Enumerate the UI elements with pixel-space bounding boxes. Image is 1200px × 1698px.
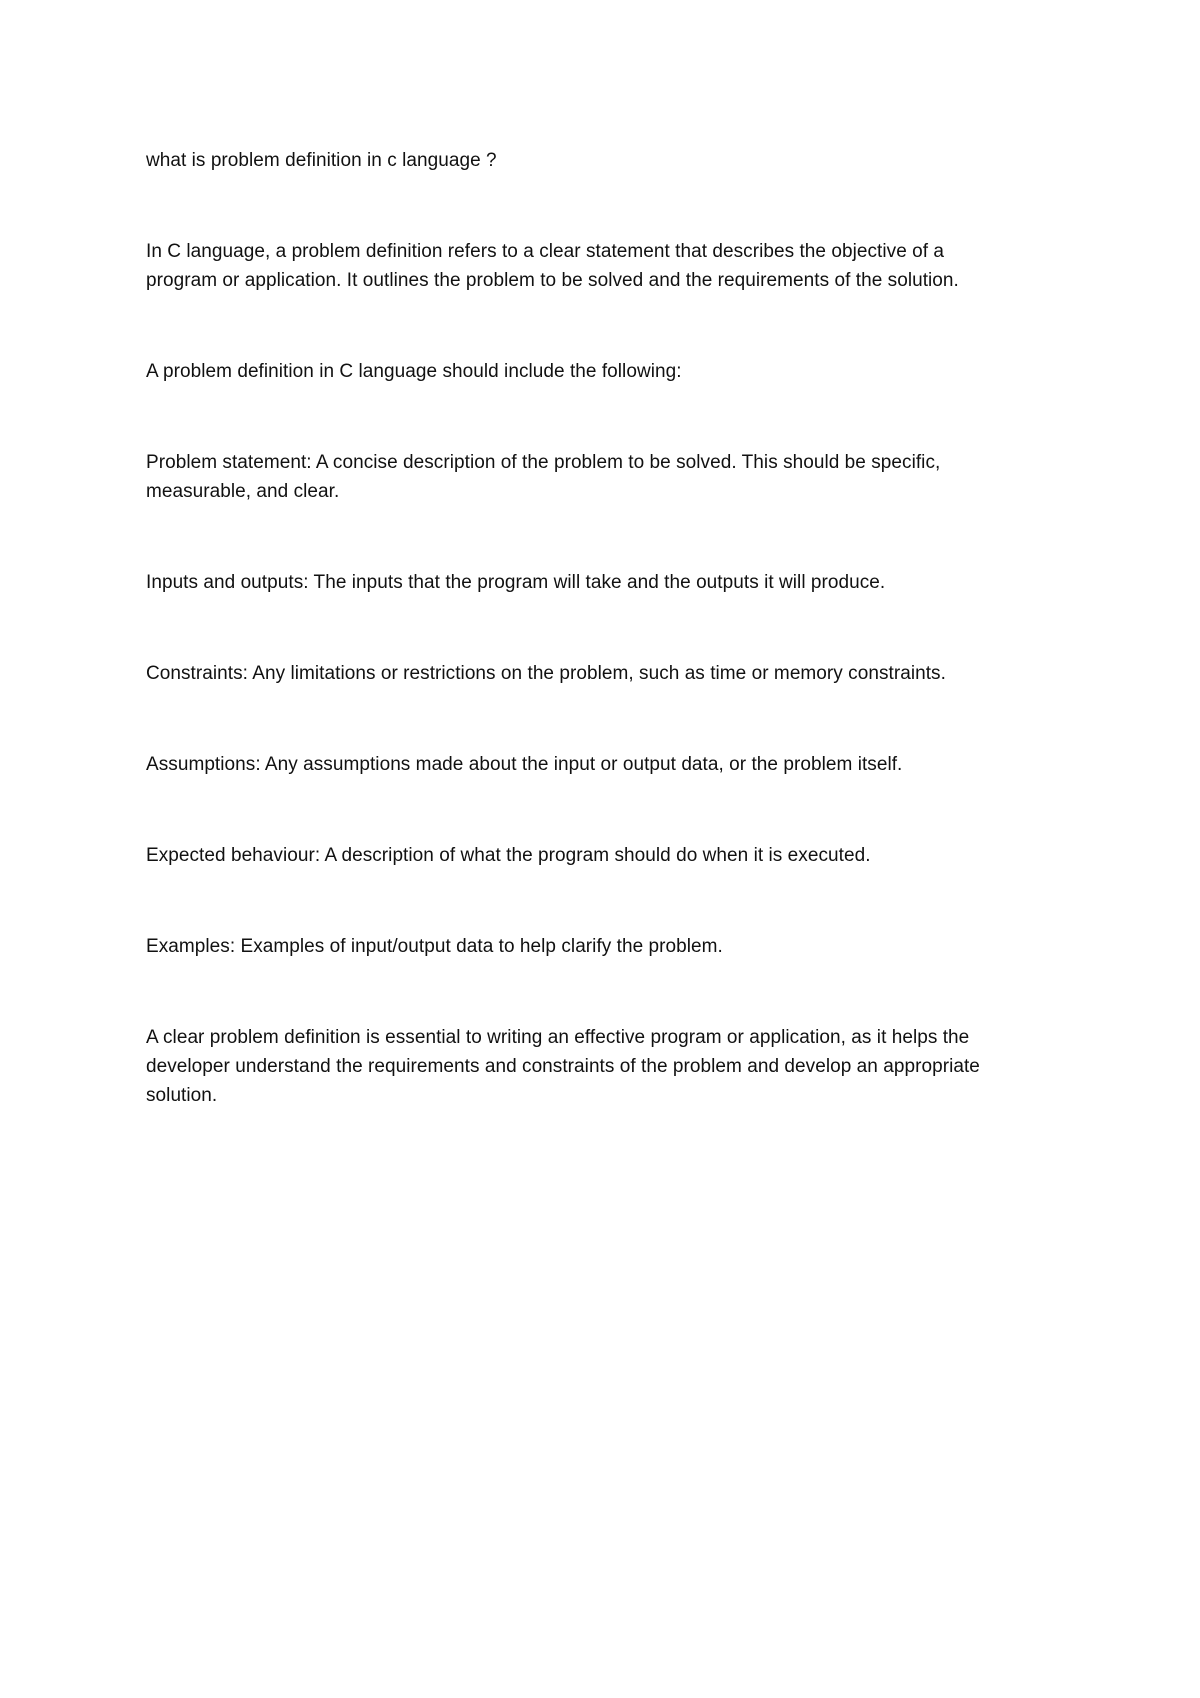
paragraph-line: Expected behaviour: A description of what the program should do when it is executed. xyxy=(146,845,871,866)
paragraph-inputs-outputs xyxy=(146,568,1076,597)
paragraph-line: Examples: Examples of input/output data to help clarify the problem. xyxy=(146,936,723,957)
paragraph-line: Constraints: Any limitations or restrictions on the problem, such as time or memory constraints. xyxy=(146,663,946,684)
question-heading xyxy=(146,146,1076,175)
paragraph-line: developer understand the requirements and constraints of the problem and develop an appropriate xyxy=(146,1056,980,1077)
paragraph-intro xyxy=(146,237,1076,295)
paragraph-line: program or application. It outlines the problem to be solved and the requirements of the solution. xyxy=(146,270,959,291)
document-body xyxy=(146,146,1076,1110)
paragraph-constraints xyxy=(146,659,1076,688)
paragraph-conclusion xyxy=(146,1023,1076,1110)
paragraph-examples xyxy=(146,932,1076,961)
paragraph-line: Assumptions: Any assumptions made about the input or output data, or the problem itself. xyxy=(146,754,903,775)
paragraph-line: solution. xyxy=(146,1085,218,1106)
paragraph-line: A problem definition in C language should include the following: xyxy=(146,361,682,382)
paragraph-line: measurable, and clear. xyxy=(146,481,340,502)
paragraph-line: Inputs and outputs: The inputs that the program will take and the outputs it will produce. xyxy=(146,572,886,593)
paragraph-line: Problem statement: A concise description of the problem to be solved. This should be specific, xyxy=(146,452,941,473)
paragraph-line: A clear problem definition is essential to writing an effective program or application, as it helps the xyxy=(146,1027,970,1048)
question-line: what is problem definition in c language ? xyxy=(146,150,497,171)
paragraph-assumptions xyxy=(146,750,1076,779)
paragraph-line: In C language, a problem definition refers to a clear statement that describes the objective of a xyxy=(146,241,945,262)
paragraph-problem-statement xyxy=(146,448,1076,506)
paragraph-include-list-intro xyxy=(146,357,1076,386)
paragraph-expected-behaviour xyxy=(146,841,1076,870)
